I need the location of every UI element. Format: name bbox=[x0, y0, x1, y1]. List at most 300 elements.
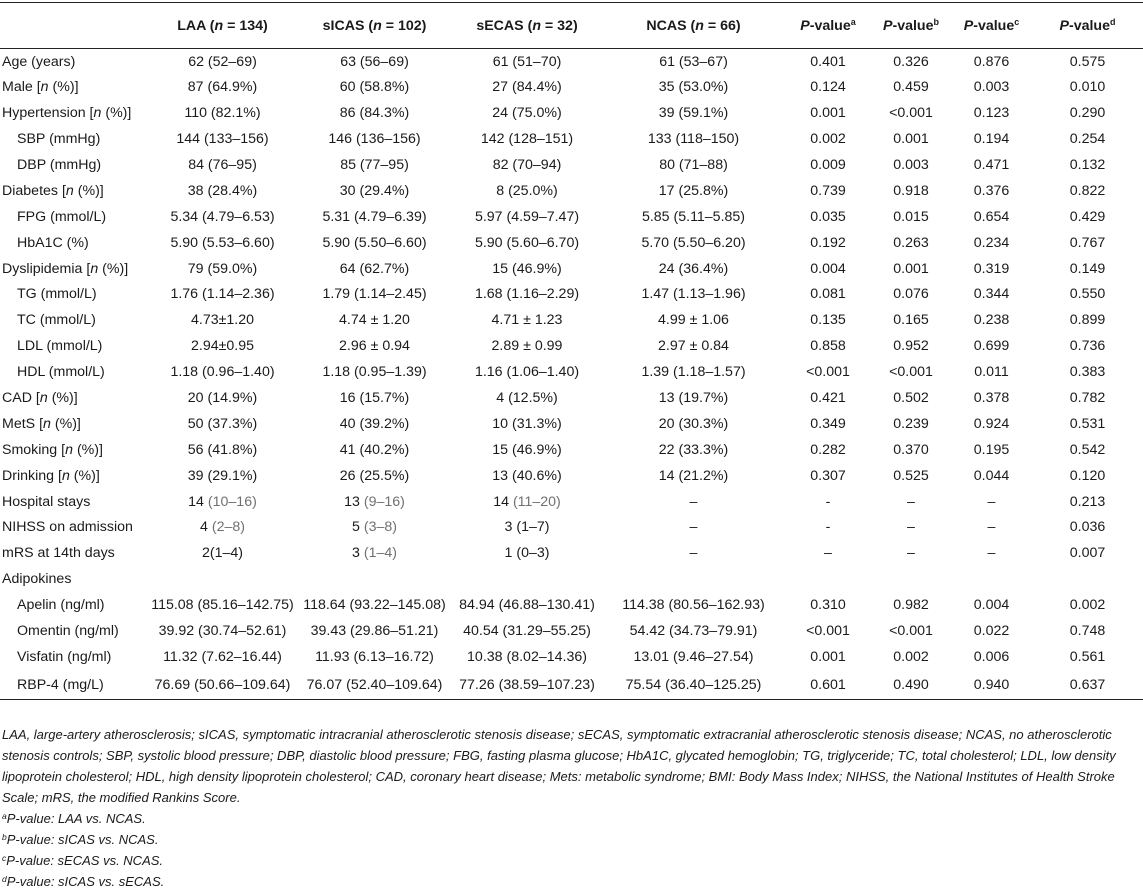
group-value-cell: 13 (19.7%) bbox=[658, 390, 729, 407]
median-value: 14 bbox=[493, 493, 513, 510]
group-count: 32 bbox=[557, 17, 573, 34]
footnote-marker: c bbox=[2, 853, 7, 863]
n-symbol: n bbox=[39, 390, 48, 407]
median-value: 4 bbox=[200, 519, 212, 536]
group-name: NCAS bbox=[646, 17, 687, 34]
group-name: LAA bbox=[177, 17, 206, 34]
group-value-cell: 38 (28.4%) bbox=[187, 182, 258, 199]
group-value-cell: 5.90 (5.60–6.70) bbox=[474, 234, 580, 251]
group-value-cell: 2.89 ± 0.99 bbox=[491, 338, 563, 355]
p-symbol: P bbox=[800, 17, 810, 34]
p-value-cell: <0.001 bbox=[889, 623, 933, 640]
footnote-marker: b bbox=[2, 832, 7, 842]
group-name: sECAS bbox=[476, 17, 524, 34]
group-value-cell bbox=[297, 566, 452, 592]
row-label: Age (years) bbox=[2, 53, 76, 70]
group-value-cell: 62 (52–69) bbox=[188, 53, 257, 70]
group-value-cell bbox=[297, 540, 452, 566]
p-value-cell: 0.748 bbox=[1069, 623, 1106, 640]
p-value-cell: 0.015 bbox=[893, 208, 929, 225]
row-label: Hypertension [n (%)] bbox=[2, 105, 132, 122]
table-body bbox=[0, 49, 1143, 700]
iqr-range: (2–8) bbox=[211, 519, 245, 536]
p-value-cell: – bbox=[824, 545, 832, 562]
group-value-cell: 4.74 ± 1.20 bbox=[339, 312, 410, 329]
header-group-laa: LAA (n = 134) bbox=[148, 3, 297, 49]
group-value-cell: 1 (0–3) bbox=[504, 545, 550, 562]
group-value-cell: 20 (30.3%) bbox=[658, 415, 729, 432]
group-value-cell: 26 (25.5%) bbox=[339, 467, 410, 484]
p-value-cell: 0.490 bbox=[871, 670, 951, 700]
group-name: sICAS bbox=[322, 17, 365, 34]
group-value-cell: 63 (56–69) bbox=[340, 53, 409, 70]
p-value-cell: 0.135 bbox=[810, 312, 846, 329]
header-label-column bbox=[0, 3, 148, 49]
footnote-text: P-value: sICAS vs. sECAS. bbox=[6, 874, 165, 889]
p-value-cell bbox=[1032, 566, 1143, 592]
p-value-cell: 0.561 bbox=[1069, 648, 1106, 665]
footnote-text: P-value: LAA vs. NCAS. bbox=[6, 811, 146, 826]
group-value-cell: 76.07 (52.40–109.64) bbox=[297, 670, 452, 700]
row-label: LDL (mmol/L) bbox=[17, 338, 103, 355]
p-value-cell: 0.002 bbox=[810, 131, 846, 148]
group-value-cell bbox=[452, 566, 602, 592]
group-value-cell: 61 (53–67) bbox=[659, 53, 728, 70]
p-value-cell: 0.459 bbox=[893, 79, 929, 96]
table-row bbox=[0, 152, 1143, 178]
p-symbol: P bbox=[963, 17, 974, 34]
group-value-cell: 84.94 (46.88–130.41) bbox=[459, 597, 595, 614]
p-value-cell bbox=[785, 566, 871, 592]
group-value-cell: – bbox=[689, 519, 698, 536]
p-value-cell: 0.383 bbox=[1069, 364, 1106, 381]
p-value-cell: 0.149 bbox=[1069, 260, 1106, 277]
p-value-cell: 0.344 bbox=[973, 286, 1010, 303]
group-value-cell: 4.71 ± 1.23 bbox=[491, 312, 563, 329]
group-value-cell: 76.69 (50.66–109.64) bbox=[148, 670, 297, 700]
p-value-cell: 0.011 bbox=[974, 364, 1009, 381]
abbreviations-note: LAA, large-artery atherosclerosis; sICAS, symptomatic intracranial atherosclerotic stenosis disease; sECAS, symptomatic extracranial atherosclerotic stenosis disease; NCAS, no atherosclerotic stenosis controls; SBP, systolic blood pressure; DBP, diastolic blood pressure; FBG, fasting plasma glucose; HbA1C, glycated hemoglobin; TG, triglyceride; TC, total cholesterol; LDL, low density lipoprotein cholesterol; HDL, high density lipoprotein cholesterol; CAD, coronary heart disease; Mets: metabolic syndrome; BMI: Body Mass Index; NIHSS, the National Institutes of Health Stroke Scale; mRS, the modified Rankins Score. bbox=[2, 727, 1116, 805]
row-label: TG (mmol/L) bbox=[17, 286, 97, 303]
p-value-cell: 0.924 bbox=[973, 415, 1010, 432]
p-value-cell: 0.002 bbox=[1069, 597, 1106, 614]
row-label: Diabetes [n (%)] bbox=[2, 182, 104, 199]
p-value-cell: 0.307 bbox=[810, 467, 846, 484]
p-value-cell: 0.132 bbox=[1069, 157, 1106, 173]
group-value-cell: 39 (29.1%) bbox=[187, 467, 258, 484]
group-value-cell: 50 (37.3%) bbox=[187, 415, 258, 432]
footnote-marker: d bbox=[2, 874, 7, 884]
n-symbol: n bbox=[532, 17, 541, 34]
p-value-cell: 0.637 bbox=[1032, 670, 1143, 700]
group-value-cell: 82 (70–94) bbox=[492, 157, 562, 173]
p-value-cell: 0.001 bbox=[893, 260, 929, 277]
p-value-cell: <0.001 bbox=[889, 364, 933, 381]
table-row bbox=[0, 463, 1143, 489]
group-value-cell: 110 (82.1%) bbox=[184, 105, 261, 122]
p-value-cell: 0.940 bbox=[951, 670, 1032, 700]
p-value-cell: 0.081 bbox=[810, 286, 846, 303]
table-row bbox=[0, 333, 1143, 359]
table-row bbox=[0, 282, 1143, 308]
table-row bbox=[0, 359, 1143, 385]
p-value-cell: 0.654 bbox=[973, 208, 1010, 225]
group-value-cell: 1.68 (1.16–2.29) bbox=[474, 286, 580, 303]
p-value-cell: 0.035 bbox=[810, 208, 846, 225]
p-value-cell: 0.124 bbox=[810, 79, 846, 96]
group-value-cell: 2.97 ± 0.84 bbox=[658, 338, 729, 355]
group-value-cell: 24 (75.0%) bbox=[492, 105, 562, 122]
group-value-cell: 5.31 (4.79–6.39) bbox=[322, 208, 427, 225]
p-label: -value bbox=[1068, 17, 1110, 34]
group-value-cell: 22 (33.3%) bbox=[658, 441, 729, 458]
header-p-value-d bbox=[1032, 3, 1143, 49]
n-symbol: n bbox=[40, 79, 49, 96]
table-row bbox=[0, 126, 1143, 152]
p-value-cell: 0.767 bbox=[1069, 234, 1106, 251]
group-value-cell: 1.16 (1.06–1.40) bbox=[474, 364, 580, 381]
group-value-cell: 5.70 (5.50–6.20) bbox=[641, 234, 746, 251]
group-value-cell: 133 (118–150) bbox=[647, 131, 740, 148]
p-value-cell: 0.254 bbox=[1069, 131, 1106, 148]
group-value-cell: 2(1–4) bbox=[201, 545, 243, 562]
p-value-cell: 0.952 bbox=[893, 338, 929, 355]
p-value-cell: 0.575 bbox=[1069, 53, 1106, 70]
p-value-cell: 0.036 bbox=[1069, 519, 1106, 536]
group-value-cell: 77.26 (38.59–107.23) bbox=[452, 670, 602, 700]
group-value-cell: 5.34 (4.79–6.53) bbox=[170, 208, 275, 225]
row-label: Adipokines bbox=[2, 571, 72, 588]
iqr-range: (1–4) bbox=[363, 545, 397, 562]
group-value-cell: 56 (41.8%) bbox=[187, 441, 258, 458]
p-value-cell: 0.349 bbox=[810, 415, 846, 432]
group-value-cell: 15 (46.9%) bbox=[492, 260, 562, 277]
p-label: -value bbox=[973, 17, 1015, 34]
group-value-cell: 39.92 (30.74–52.61) bbox=[158, 623, 287, 640]
group-value-cell: 5.90 (5.50–6.60) bbox=[322, 234, 427, 251]
row-label: NIHSS on admission bbox=[2, 519, 133, 536]
header-p-value-b bbox=[871, 3, 951, 49]
row-label: Dyslipidemia [n (%)] bbox=[2, 260, 129, 277]
iqr-range: (11–20) bbox=[512, 493, 561, 510]
row-label: Omentin (ng/ml) bbox=[17, 623, 119, 640]
group-value-cell bbox=[297, 489, 452, 515]
table-row bbox=[0, 100, 1143, 126]
median-value: 13 bbox=[344, 493, 364, 510]
median-value: 5 bbox=[352, 519, 364, 536]
group-value-cell: 17 (25.8%) bbox=[658, 182, 729, 199]
footnote-b bbox=[2, 829, 1138, 850]
header-p-value-c bbox=[951, 3, 1032, 49]
p-value-cell: 0.195 bbox=[973, 441, 1010, 458]
group-value-cell bbox=[148, 566, 297, 592]
p-value-cell: 0.003 bbox=[973, 79, 1010, 96]
p-value-cell: 0.165 bbox=[893, 312, 929, 329]
n-symbol: n bbox=[373, 17, 382, 34]
n-symbol: n bbox=[695, 17, 704, 34]
n-symbol: n bbox=[90, 260, 99, 277]
group-value-cell: 142 (128–151) bbox=[480, 131, 574, 148]
p-value-cell: 0.899 bbox=[1069, 312, 1106, 329]
footnote-a bbox=[2, 808, 1138, 829]
table-header bbox=[0, 3, 1143, 49]
table-row bbox=[0, 644, 1143, 670]
group-value-cell: 39.43 (29.86–51.21) bbox=[310, 623, 439, 640]
p-value-cell: 0.531 bbox=[1069, 415, 1106, 432]
iqr-range: (10–16) bbox=[207, 493, 257, 510]
group-value-cell: 27 (84.4%) bbox=[492, 79, 562, 96]
n-symbol: n bbox=[65, 182, 74, 199]
row-label: RBP-4 (mg/L) bbox=[0, 670, 148, 700]
header-p-value-a bbox=[785, 3, 871, 49]
table-row bbox=[0, 566, 1143, 592]
row-label: DBP (mmHg) bbox=[17, 157, 102, 173]
p-value-cell: 0.003 bbox=[893, 157, 929, 173]
n-symbol: n bbox=[214, 17, 224, 34]
table-row bbox=[0, 230, 1143, 256]
row-label: Male [n (%)] bbox=[2, 79, 79, 96]
p-symbol: P bbox=[883, 17, 893, 34]
group-value-cell: 79 (59.0%) bbox=[187, 260, 258, 277]
group-value-cell: 1.76 (1.14–2.36) bbox=[170, 286, 275, 303]
n-symbol: n bbox=[43, 415, 51, 432]
group-value-cell: – bbox=[689, 545, 698, 562]
p-value-cell: 0.044 bbox=[973, 467, 1010, 484]
p-value-cell: – bbox=[907, 545, 915, 562]
group-value-cell bbox=[148, 515, 297, 541]
group-value-cell: 1.79 (1.14–2.45) bbox=[322, 286, 427, 303]
p-value-cell: 0.002 bbox=[893, 648, 929, 665]
footnote-text: P-value: sICAS vs. NCAS. bbox=[6, 832, 159, 847]
p-value-cell: 0.429 bbox=[1069, 208, 1106, 225]
table-notes bbox=[2, 724, 1138, 892]
p-symbol: P bbox=[1059, 17, 1069, 34]
p-value-cell: 0.004 bbox=[973, 597, 1010, 614]
p-value-cell: 0.022 bbox=[973, 623, 1010, 640]
group-value-cell: 13.01 (9.46–27.54) bbox=[633, 648, 754, 665]
group-value-cell: 2.96 ± 0.94 bbox=[339, 338, 410, 355]
table-row bbox=[0, 540, 1143, 566]
group-value-cell: 4.73±1.20 bbox=[190, 312, 254, 329]
group-value-cell: 2.94±0.95 bbox=[190, 338, 254, 355]
p-value-cell: <0.001 bbox=[889, 105, 933, 122]
group-value-cell: 13 (40.6%) bbox=[492, 467, 562, 484]
p-value-cell: 0.120 bbox=[1069, 467, 1106, 484]
table-row bbox=[0, 489, 1143, 515]
row-label: HbA1C (%) bbox=[17, 234, 89, 251]
median-value: 14 bbox=[188, 493, 208, 510]
p-value-cell: 0.007 bbox=[1069, 545, 1106, 562]
group-value-cell: 1.39 (1.18–1.57) bbox=[641, 364, 746, 381]
group-value-cell: 1.18 (0.95–1.39) bbox=[322, 364, 427, 381]
table-row bbox=[0, 49, 1143, 75]
footnote-marker: a bbox=[2, 811, 7, 821]
row-label: Hospital stays bbox=[2, 493, 91, 510]
p-value-cell: 0.876 bbox=[973, 53, 1010, 70]
group-value-cell: 87 (64.9%) bbox=[187, 79, 258, 96]
p-value-cell: 0.782 bbox=[1069, 390, 1106, 407]
p-value-cell: 0.699 bbox=[973, 338, 1010, 355]
p-value-cell: – bbox=[987, 545, 996, 562]
row-label: CAD [n (%)] bbox=[2, 390, 78, 407]
p-superscript: d bbox=[1109, 16, 1116, 27]
group-value-cell: 4.99 ± 1.06 bbox=[658, 312, 729, 329]
table-row bbox=[0, 256, 1143, 282]
table-row bbox=[0, 74, 1143, 100]
table-row bbox=[0, 204, 1143, 230]
footnote-text: P-value: sECAS vs. NCAS. bbox=[6, 853, 164, 868]
group-value-cell bbox=[297, 515, 452, 541]
p-value-cell: 0.736 bbox=[1069, 338, 1106, 355]
group-value-cell: 5.97 (4.59–7.47) bbox=[474, 208, 580, 225]
p-value-cell: – bbox=[907, 493, 915, 510]
p-value-cell: – bbox=[987, 493, 996, 510]
p-value-cell: - bbox=[825, 493, 831, 510]
row-label: SBP (mmHg) bbox=[17, 131, 101, 148]
p-value-cell: 0.918 bbox=[893, 182, 929, 199]
group-value-cell: 86 (84.3%) bbox=[339, 105, 410, 122]
p-value-cell: 0.421 bbox=[810, 390, 846, 407]
p-superscript: b bbox=[933, 16, 939, 27]
group-value-cell: 35 (53.0%) bbox=[658, 79, 729, 96]
p-value-cell: 0.378 bbox=[973, 390, 1010, 407]
group-value-cell: – bbox=[689, 493, 698, 510]
group-value-cell: 10.38 (8.02–14.36) bbox=[467, 648, 587, 665]
row-label: FPG (mmol/L) bbox=[17, 208, 107, 225]
table-row bbox=[0, 437, 1143, 463]
row-label: Visfatin (ng/ml) bbox=[17, 648, 112, 665]
footnote-d bbox=[2, 871, 1138, 892]
group-value-cell: 61 (51–70) bbox=[492, 53, 562, 70]
row-label: TC (mmol/L) bbox=[17, 312, 96, 329]
p-value-cell: 0.471 bbox=[973, 157, 1010, 173]
group-value-cell: 41 (40.2%) bbox=[339, 441, 410, 458]
p-value-cell: 0.006 bbox=[973, 648, 1010, 665]
p-value-cell: 0.542 bbox=[1069, 441, 1106, 458]
table-row bbox=[0, 178, 1143, 204]
group-value-cell: 10 (31.3%) bbox=[492, 415, 562, 432]
table-row bbox=[0, 618, 1143, 644]
p-value-cell: 0.290 bbox=[1069, 105, 1106, 122]
p-value-cell bbox=[871, 566, 951, 592]
group-value-cell: 84 (76–95) bbox=[188, 157, 257, 173]
baseline-characteristics-table bbox=[0, 2, 1143, 700]
table-row bbox=[0, 307, 1143, 333]
group-value-cell: 80 (71–88) bbox=[659, 157, 728, 173]
p-value-cell: 0.319 bbox=[973, 260, 1010, 277]
table-row bbox=[0, 670, 1143, 700]
p-value-cell: 0.001 bbox=[893, 131, 929, 148]
group-value-cell: 1.18 (0.96–1.40) bbox=[170, 364, 275, 381]
group-value-cell: 40 (39.2%) bbox=[339, 415, 410, 432]
table-row bbox=[0, 592, 1143, 618]
p-value-cell: 0.370 bbox=[893, 441, 929, 458]
row-label: MetS [n (%)] bbox=[2, 415, 81, 432]
p-value-cell: <0.001 bbox=[806, 623, 850, 640]
group-value-cell: 15 (46.9%) bbox=[492, 441, 562, 458]
group-value-cell: 85 (77–95) bbox=[340, 157, 409, 173]
table-row bbox=[0, 515, 1143, 541]
group-value-cell: 5.85 (5.11–5.85) bbox=[641, 208, 746, 225]
group-value-cell: 114.38 (80.56–162.93) bbox=[622, 597, 765, 614]
header-group-secas: sECAS (n = 32) bbox=[452, 3, 602, 49]
group-value-cell: 3 (1–7) bbox=[504, 519, 550, 536]
group-value-cell: 60 (58.8%) bbox=[339, 79, 410, 96]
p-value-cell: 0.194 bbox=[973, 131, 1010, 148]
p-value-cell: 0.001 bbox=[810, 648, 846, 665]
group-value-cell: 5.90 (5.53–6.60) bbox=[170, 234, 275, 251]
p-value-cell: 0.238 bbox=[973, 312, 1010, 329]
p-value-cell: 0.858 bbox=[810, 338, 846, 355]
group-value-cell: 1.47 (1.13–1.96) bbox=[641, 286, 746, 303]
group-value-cell: 39 (59.1%) bbox=[658, 105, 729, 122]
iqr-range: (9–16) bbox=[363, 493, 405, 510]
row-label: HDL (mmol/L) bbox=[17, 364, 105, 381]
iqr-range: (3–8) bbox=[363, 519, 397, 536]
header-group-ncas: NCAS (n = 66) bbox=[602, 3, 785, 49]
footnotes bbox=[2, 808, 1138, 892]
footnote-c bbox=[2, 850, 1138, 871]
n-symbol: n bbox=[65, 441, 73, 458]
group-value-cell bbox=[148, 489, 297, 515]
p-value-cell: 0.010 bbox=[1069, 79, 1106, 96]
group-value-cell: 75.54 (36.40–125.25) bbox=[602, 670, 785, 700]
group-value-cell: 11.93 (6.13–16.72) bbox=[315, 648, 434, 665]
header-group-sicas: sICAS (n = 102) bbox=[297, 3, 452, 49]
p-value-cell: 0.076 bbox=[893, 286, 929, 303]
p-value-cell: 0.009 bbox=[810, 157, 846, 173]
p-value-cell: 0.401 bbox=[810, 53, 846, 70]
group-value-cell: 11.32 (7.62–16.44) bbox=[163, 648, 282, 665]
p-value-cell: 0.822 bbox=[1069, 182, 1106, 199]
p-value-cell: 0.982 bbox=[893, 597, 929, 614]
group-count: 134 bbox=[239, 17, 264, 34]
group-value-cell bbox=[452, 489, 602, 515]
p-value-cell: 0.263 bbox=[893, 234, 929, 251]
group-value-cell: 24 (36.4%) bbox=[658, 260, 729, 277]
group-value-cell: 118.64 (93.22–145.08) bbox=[303, 597, 446, 614]
p-superscript: c bbox=[1014, 16, 1020, 27]
p-value-cell: – bbox=[907, 519, 915, 536]
group-value-cell: 40.54 (31.29–55.25) bbox=[463, 623, 591, 640]
p-value-cell: 0.192 bbox=[810, 234, 846, 251]
p-label: -value bbox=[892, 17, 934, 34]
p-value-cell: 0.001 bbox=[810, 105, 846, 122]
group-value-cell: 146 (136–156) bbox=[328, 131, 421, 148]
group-value-cell: 16 (15.7%) bbox=[339, 390, 410, 407]
header-row bbox=[0, 3, 1143, 49]
p-value-cell: - bbox=[825, 519, 831, 536]
p-value-cell: 0.234 bbox=[973, 234, 1010, 251]
group-value-cell: 64 (62.7%) bbox=[339, 260, 410, 277]
p-value-cell: 0.601 bbox=[785, 670, 871, 700]
p-value-cell: 0.239 bbox=[893, 415, 929, 432]
p-value-cell: 0.376 bbox=[973, 182, 1010, 199]
group-value-cell: 115.08 (85.16–142.75) bbox=[151, 597, 294, 614]
p-value-cell: 0.550 bbox=[1069, 286, 1106, 303]
p-value-cell: 0.502 bbox=[893, 390, 929, 407]
p-label: -value bbox=[809, 17, 851, 34]
p-value-cell: 0.004 bbox=[810, 260, 846, 277]
group-value-cell: 8 (25.0%) bbox=[496, 182, 558, 199]
n-symbol: n bbox=[61, 467, 70, 484]
group-value-cell bbox=[602, 566, 785, 592]
group-value-cell: 4 (12.5%) bbox=[496, 390, 558, 407]
group-value-cell: 30 (29.4%) bbox=[339, 182, 410, 199]
group-value-cell: 20 (14.9%) bbox=[187, 390, 258, 407]
p-value-cell: – bbox=[987, 519, 996, 536]
p-value-cell: 0.525 bbox=[893, 467, 929, 484]
